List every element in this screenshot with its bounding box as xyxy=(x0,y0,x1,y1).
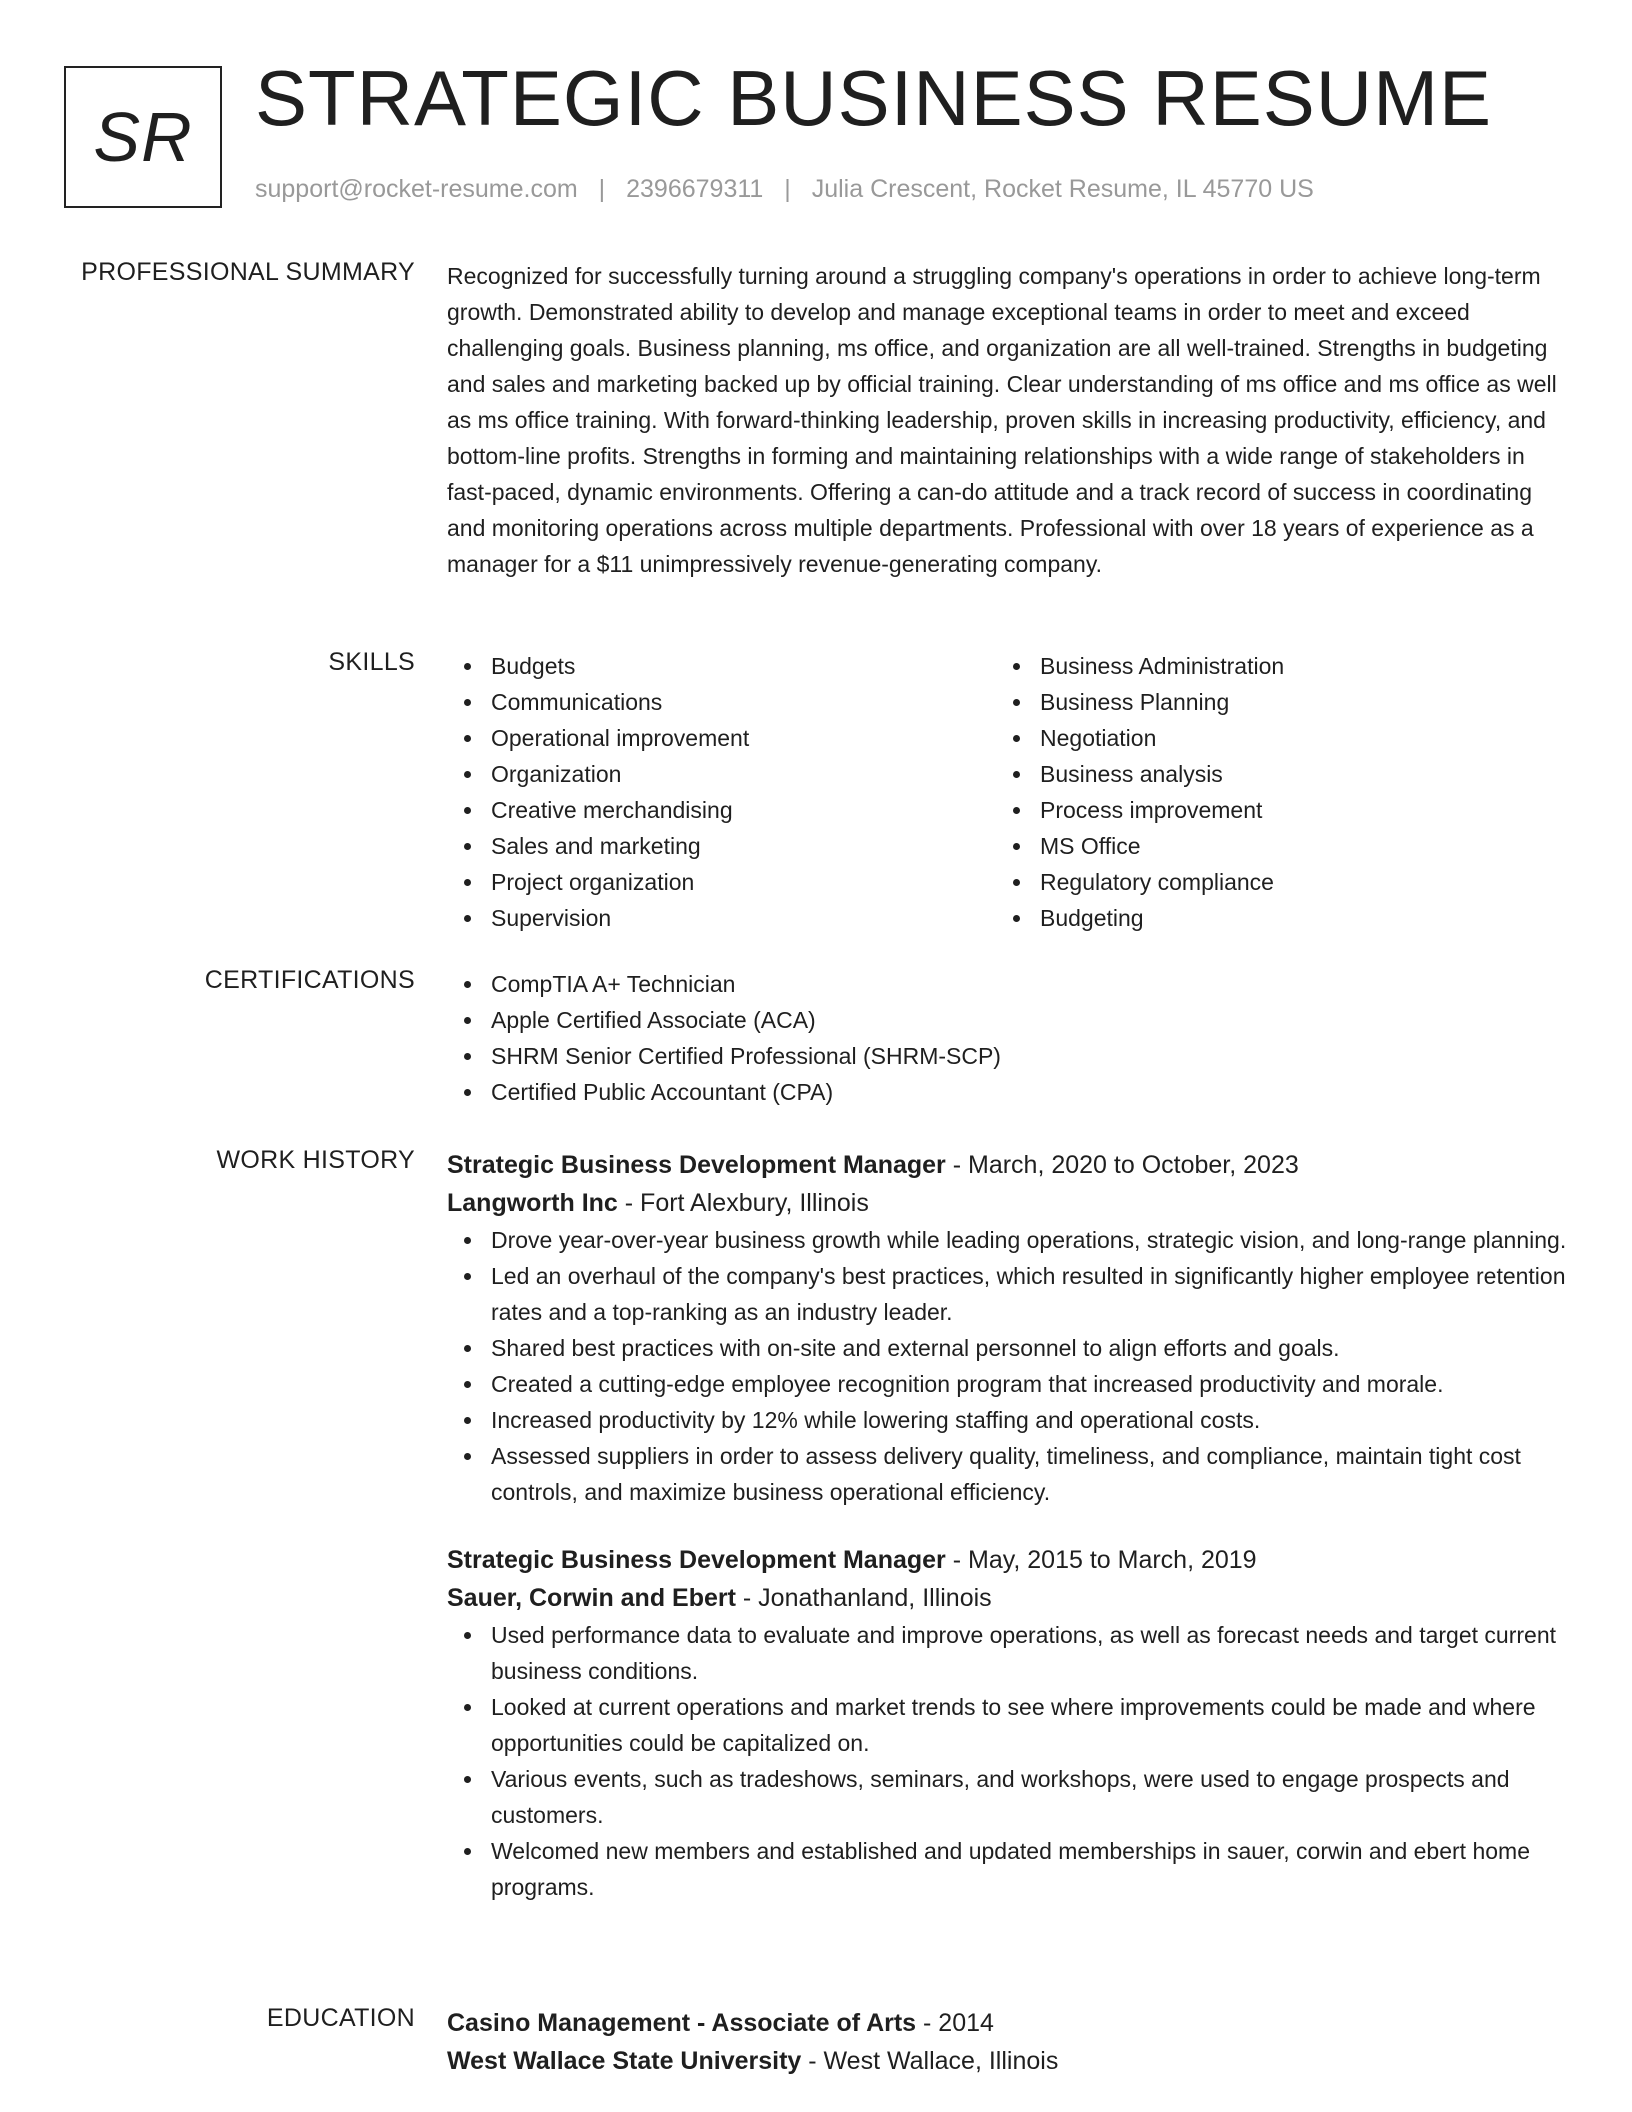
job-bullet-list xyxy=(447,1617,1567,1905)
contact-email: support@rocket-resume.com xyxy=(255,175,578,203)
summary-text: Recognized for successfully turning around a struggling company's operations in order to achieve long-term growth. Demonstrated ability to develop and manage exceptional teams in order to meet and exceed challenging goals. Business planning, ms office, and organization are all well-trained. Strengths in budgeting and sales and marketing backed up by official training. Clear understanding of ms office and ms office as well as ms office training. With forward-thinking leadership, proven skills in increasing productivity, efficiency, and bottom-line profits. Strengths in forming and maintaining relationships with a wide range of stakeholders in fast-paced, dynamic environments. Offering a can-do attitude and a track record of success in coordinating and monitoring operations across multiple departments. Professional with over 18 years of experience as a manager for a $11 unimpressively revenue-generating company. xyxy=(447,263,1557,577)
job-company: Langworth Inc xyxy=(447,1189,618,1217)
education-school-line xyxy=(447,2042,1567,2080)
contact-line xyxy=(255,175,1314,204)
skill-item: Supervision xyxy=(447,900,996,936)
skill-item: Process improvement xyxy=(996,792,1545,828)
skill-item: Operational improvement xyxy=(447,720,996,756)
job-dates: - March, 2020 to October, 2023 xyxy=(945,1151,1299,1179)
job-dates: - May, 2015 to March, 2019 xyxy=(945,1546,1257,1574)
skill-item: Budgets xyxy=(447,648,996,684)
job-location: - Jonathanland, Illinois xyxy=(735,1584,992,1612)
job-company-line xyxy=(447,1184,1567,1222)
contact-phone: 2396679311 xyxy=(626,175,764,203)
skill-item: Sales and marketing xyxy=(447,828,996,864)
job-bullet: Used performance data to evaluate and improve operations, as well as forecast needs and target current business conditions. xyxy=(447,1617,1567,1689)
skill-item: Business analysis xyxy=(996,756,1545,792)
job-bullet: Assessed suppliers in order to assess delivery quality, timeliness, and compliance, maintain tight cost controls, and maximize business operational efficiency. xyxy=(447,1438,1567,1510)
resume-title: STRATEGIC BUSINESS RESUME xyxy=(255,54,1493,142)
job-bullet: Looked at current operations and market trends to see where improvements could be made and where opportunities could be capitalized on. xyxy=(447,1689,1567,1761)
job-bullet: Various events, such as tradeshows, seminars, and workshops, were used to engage prospects and customers. xyxy=(447,1761,1567,1833)
contact-separator: | xyxy=(784,175,791,203)
education-degree: Casino Management - Associate of Arts xyxy=(447,2009,917,2037)
job-location: - Fort Alexbury, Illinois xyxy=(617,1189,869,1217)
skills-column-right xyxy=(996,648,1545,936)
job-bullet: Led an overhaul of the company's best practices, which resulted in significantly higher employee retention rates and a top-ranking as an industry leader. xyxy=(447,1258,1567,1330)
certifications-list xyxy=(447,966,1567,1110)
section-heading-education: EDUCATION xyxy=(266,2004,415,2032)
certification-item: SHRM Senior Certified Professional (SHRM-SCP) xyxy=(447,1038,1567,1074)
job-company-line xyxy=(447,1579,1567,1617)
skill-item: Creative merchandising xyxy=(447,792,996,828)
certification-item: CompTIA A+ Technician xyxy=(447,966,1567,1002)
certification-item: Apple Certified Associate (ACA) xyxy=(447,1002,1567,1038)
skills-column-left xyxy=(447,648,996,936)
work-history-body xyxy=(447,1146,1567,1905)
education-location: - West Wallace, Illinois xyxy=(801,2047,1059,2075)
job-bullet: Welcomed new members and established and updated memberships in sauer, corwin and ebert home programs. xyxy=(447,1833,1567,1905)
certification-item: Certified Public Accountant (CPA) xyxy=(447,1074,1567,1110)
skill-item: Budgeting xyxy=(996,900,1545,936)
job-bullet: Shared best practices with on-site and external personnel to align efforts and goals. xyxy=(447,1330,1567,1366)
job-title-line xyxy=(447,1146,1567,1184)
job-entry xyxy=(447,1146,1567,1510)
skills-body xyxy=(447,648,1567,936)
section-heading-skills: SKILLS xyxy=(328,648,415,676)
monogram-logo: SR xyxy=(64,66,222,208)
job-bullet: Drove year-over-year business growth while leading operations, strategic vision, and long-range planning. xyxy=(447,1222,1567,1258)
education-degree-line xyxy=(447,2004,1567,2042)
job-title: Strategic Business Development Manager xyxy=(447,1546,946,1574)
job-company: Sauer, Corwin and Ebert xyxy=(447,1584,736,1612)
certifications-body xyxy=(447,966,1567,1110)
summary-body xyxy=(447,258,1567,582)
contact-address: Julia Crescent, Rocket Resume, IL 45770 US xyxy=(811,175,1314,203)
job-bullet-list xyxy=(447,1222,1567,1510)
skills-grid xyxy=(447,648,1567,936)
skill-item: Business Administration xyxy=(996,648,1545,684)
job-entry xyxy=(447,1541,1567,1905)
job-bullet: Increased productivity by 12% while lowering staffing and operational costs. xyxy=(447,1402,1567,1438)
skill-item: Business Planning xyxy=(996,684,1545,720)
education-school: West Wallace State University xyxy=(447,2047,802,2075)
job-title: Strategic Business Development Manager xyxy=(447,1151,946,1179)
contact-separator: | xyxy=(598,175,606,203)
section-heading-summary: PROFESSIONAL SUMMARY xyxy=(81,258,415,286)
education-body xyxy=(447,2004,1567,2080)
skill-item: Organization xyxy=(447,756,996,792)
section-heading-certifications: CERTIFICATIONS xyxy=(204,966,415,994)
skill-item: Project organization xyxy=(447,864,996,900)
skill-item: MS Office xyxy=(996,828,1545,864)
skill-item: Regulatory compliance xyxy=(996,864,1545,900)
section-heading-work-history: WORK HISTORY xyxy=(216,1146,415,1174)
skill-item: Communications xyxy=(447,684,996,720)
skill-item: Negotiation xyxy=(996,720,1545,756)
job-title-line xyxy=(447,1541,1567,1579)
job-bullet: Created a cutting-edge employee recognition program that increased productivity and morale. xyxy=(447,1366,1567,1402)
education-year: - 2014 xyxy=(916,2009,994,2037)
